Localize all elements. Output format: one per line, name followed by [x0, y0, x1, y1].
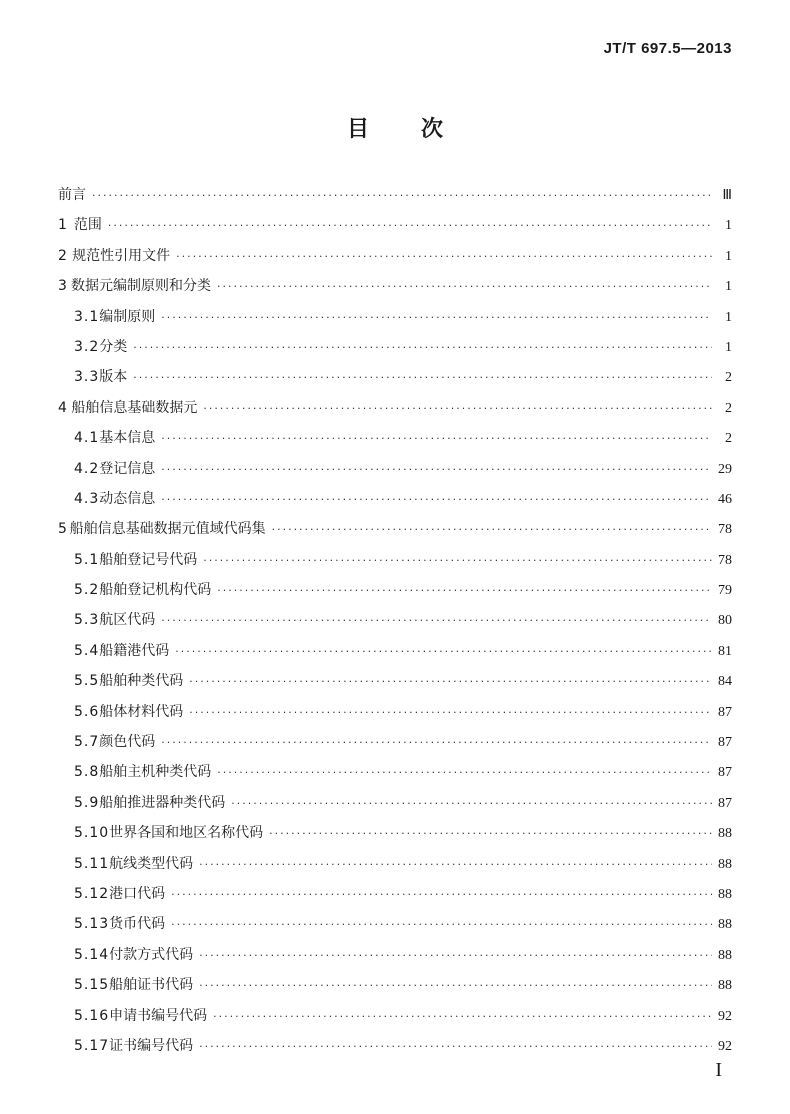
toc-entry-title: 登记信息: [99, 460, 156, 477]
toc-entry[interactable]: [58, 636, 732, 666]
page-number: I: [715, 1059, 722, 1081]
toc-entry-page: 2: [725, 400, 732, 416]
toc-leader-dots: [161, 424, 712, 454]
toc-entry[interactable]: [58, 241, 732, 271]
toc-entry[interactable]: [58, 757, 732, 787]
toc-entry-page: 88: [718, 886, 732, 902]
toc-entry[interactable]: [58, 362, 732, 392]
toc-entry-number: 5.4: [74, 642, 100, 659]
toc-leader-dots: [272, 515, 712, 545]
toc-entry-page: 92: [718, 1008, 732, 1024]
toc-entry[interactable]: [58, 575, 732, 605]
toc-entry[interactable]: [58, 180, 732, 210]
toc-entry[interactable]: [58, 940, 732, 970]
toc-entry[interactable]: [58, 1031, 732, 1061]
toc-entry-page: 1: [725, 279, 732, 295]
toc-entry-title: 范围: [73, 217, 102, 234]
toc-entry-page: 88: [718, 947, 732, 963]
toc-entry-number: 2: [58, 247, 68, 264]
toc-entry-number: 5.12: [74, 885, 110, 902]
toc-entry-number: 5.6: [74, 703, 100, 720]
toc-entry[interactable]: [58, 1001, 732, 1031]
table-of-contents: [58, 180, 732, 1061]
toc-entry[interactable]: [58, 423, 732, 453]
toc-leader-dots: [217, 272, 712, 302]
toc-leader-dots: [199, 1032, 712, 1062]
toc-leader-dots: [203, 394, 712, 424]
toc-entry-number: 3.3: [74, 369, 100, 386]
toc-entry-title: 版本: [99, 369, 128, 386]
toc-leader-dots: [231, 789, 712, 819]
toc-title-char-1: 目: [346, 117, 369, 142]
toc-leader-dots: [199, 941, 712, 971]
toc-entry-number: 5.10: [74, 825, 110, 842]
toc-leader-dots: [171, 910, 712, 940]
toc-entry-title: 数据元编制原则和分类: [71, 278, 212, 295]
toc-entry-title: 世界各国和地区名称代码: [109, 825, 264, 842]
toc-entry-title: 动态信息: [99, 490, 156, 507]
toc-entry-number: 5.2: [74, 582, 100, 599]
toc-entry-page: 80: [718, 613, 732, 629]
toc-entry-page: 79: [718, 583, 732, 599]
toc-leader-dots: [213, 1002, 712, 1032]
toc-entry-number: 4.3: [74, 490, 100, 507]
toc-entry[interactable]: [58, 818, 732, 848]
toc-entry-title: 基本信息: [99, 430, 156, 447]
toc-entry[interactable]: [58, 454, 732, 484]
toc-entry-number: 5.7: [74, 734, 100, 751]
toc-entry-title: 船籍港代码: [99, 642, 170, 659]
toc-leader-dots: [217, 576, 712, 606]
toc-leader-dots: [161, 485, 712, 515]
toc-entry-page: 1: [725, 339, 732, 355]
toc-entry-title: 船舶登记号代码: [99, 551, 198, 568]
toc-entry-title: 港口代码: [109, 885, 166, 902]
toc-entry-title: 船舶推进器种类代码: [99, 794, 226, 811]
toc-entry[interactable]: [58, 849, 732, 879]
toc-entry[interactable]: [58, 879, 732, 909]
toc-entry-page: 29: [718, 461, 732, 477]
toc-entry-number: 5.17: [74, 1037, 110, 1054]
toc-entry-number: 5.13: [74, 916, 110, 933]
toc-entry-title: 分类: [99, 338, 128, 355]
toc-entry-number: 5.9: [74, 794, 100, 811]
toc-entry-title: 规范性引用文件: [72, 247, 171, 264]
toc-entry-title: 颜色代码: [99, 734, 156, 751]
toc-entry-title: 付款方式代码: [109, 946, 194, 963]
toc-leader-dots: [217, 758, 712, 788]
toc-entry-page: 87: [718, 704, 732, 720]
toc-entry-page: 78: [718, 552, 732, 568]
toc-leader-dots: [133, 363, 712, 393]
toc-entry[interactable]: [58, 970, 732, 1000]
toc-entry[interactable]: [58, 788, 732, 818]
toc-leader-dots: [161, 303, 712, 333]
toc-entry-number: 4.1: [74, 430, 100, 447]
toc-entry-page: 87: [718, 795, 732, 811]
toc-entry-number: 5.11: [74, 855, 110, 872]
toc-entry-number: 3.1: [74, 308, 100, 325]
toc-entry-page: 88: [718, 978, 732, 994]
toc-leader-dots: [108, 211, 712, 241]
standard-code: JT/T 697.5—2013: [603, 40, 732, 57]
toc-entry-title: 前言: [58, 187, 86, 203]
toc-entry-title: 船舶主机种类代码: [99, 764, 212, 781]
toc-entry[interactable]: [58, 605, 732, 635]
toc-leader-dots: [199, 971, 712, 1001]
toc-entry-page: 88: [718, 856, 732, 872]
toc-entry-number: 3: [58, 278, 68, 295]
toc-entry-title: 船舶信息基础数据元值域代码集: [69, 521, 266, 538]
toc-entry-title: 船舶信息基础数据元: [71, 399, 198, 416]
toc-leader-dots: [203, 546, 712, 576]
toc-entry[interactable]: [58, 302, 732, 332]
toc-entry[interactable]: [58, 393, 732, 423]
toc-entry-page: 1: [725, 309, 732, 325]
toc-leader-dots: [92, 181, 712, 211]
toc-leader-dots: [171, 880, 712, 910]
toc-entry-number: 5.3: [74, 612, 100, 629]
toc-leader-dots: [161, 455, 712, 485]
toc-entry-title: 货币代码: [109, 916, 166, 933]
toc-entry[interactable]: [58, 545, 732, 575]
toc-entry[interactable]: [58, 271, 732, 301]
toc-entry-title: 证书编号代码: [109, 1037, 194, 1054]
toc-entry-number: 3.2: [74, 338, 100, 355]
toc-leader-dots: [175, 637, 712, 667]
toc-entry-title: 船舶证书代码: [109, 977, 194, 994]
toc-entry[interactable]: [58, 727, 732, 757]
toc-entry-number: 5.1: [74, 551, 100, 568]
toc-leader-dots: [189, 667, 712, 697]
toc-entry-page: 2: [725, 370, 732, 386]
toc-entry-number: 4.2: [74, 460, 100, 477]
toc-entry-page: 92: [718, 1038, 732, 1054]
toc-entry-number: 5.8: [74, 764, 100, 781]
toc-leader-dots: [189, 698, 712, 728]
toc-entry[interactable]: [58, 909, 732, 939]
toc-entry-page: 2: [725, 431, 732, 447]
toc-entry-number: 5.15: [74, 977, 110, 994]
toc-entry-number: 5.16: [74, 1007, 110, 1024]
toc-entry-page: 88: [718, 826, 732, 842]
toc-entry-title: 航线类型代码: [109, 855, 194, 872]
toc-entry-page: 1: [725, 218, 732, 234]
toc-leader-dots: [176, 242, 712, 272]
toc-title: [0, 112, 790, 143]
toc-leader-dots: [161, 728, 712, 758]
toc-entry-page: 88: [718, 917, 732, 933]
toc-entry-number: 4: [58, 399, 68, 416]
toc-entry-page: 78: [718, 522, 732, 538]
toc-entry-title: 航区代码: [99, 612, 156, 629]
toc-entry-title: 编制原则: [99, 308, 156, 325]
toc-entry-number: 5.14: [74, 946, 110, 963]
toc-leader-dots: [161, 606, 712, 636]
toc-entry-page: 81: [718, 643, 732, 659]
toc-entry-title: 船舶种类代码: [99, 673, 184, 690]
toc-title-char-2: 次: [421, 117, 444, 142]
toc-entry[interactable]: [58, 697, 732, 727]
toc-entry-number: 1: [58, 217, 68, 234]
toc-entry-page: 1: [725, 248, 732, 264]
toc-entry-page: 46: [718, 491, 732, 507]
toc-entry-title: 船体材料代码: [99, 703, 184, 720]
toc-leader-dots: [269, 819, 712, 849]
toc-entry-page: 87: [718, 765, 732, 781]
toc-entry-page: 84: [718, 674, 732, 690]
toc-entry-title: 船舶登记机构代码: [99, 582, 212, 599]
toc-entry-number: 5: [58, 521, 68, 538]
toc-leader-dots: [133, 333, 712, 363]
toc-entry-page: 87: [718, 735, 732, 751]
toc-entry-page: Ⅲ: [722, 188, 732, 203]
toc-leader-dots: [199, 850, 712, 880]
toc-entry[interactable]: [58, 210, 732, 240]
toc-entry-number: 5.5: [74, 673, 100, 690]
toc-entry[interactable]: [58, 484, 732, 514]
toc-entry[interactable]: [58, 514, 732, 544]
toc-entry-title: 申请书编号代码: [109, 1007, 208, 1024]
toc-entry[interactable]: [58, 332, 732, 362]
toc-entry[interactable]: [58, 666, 732, 696]
